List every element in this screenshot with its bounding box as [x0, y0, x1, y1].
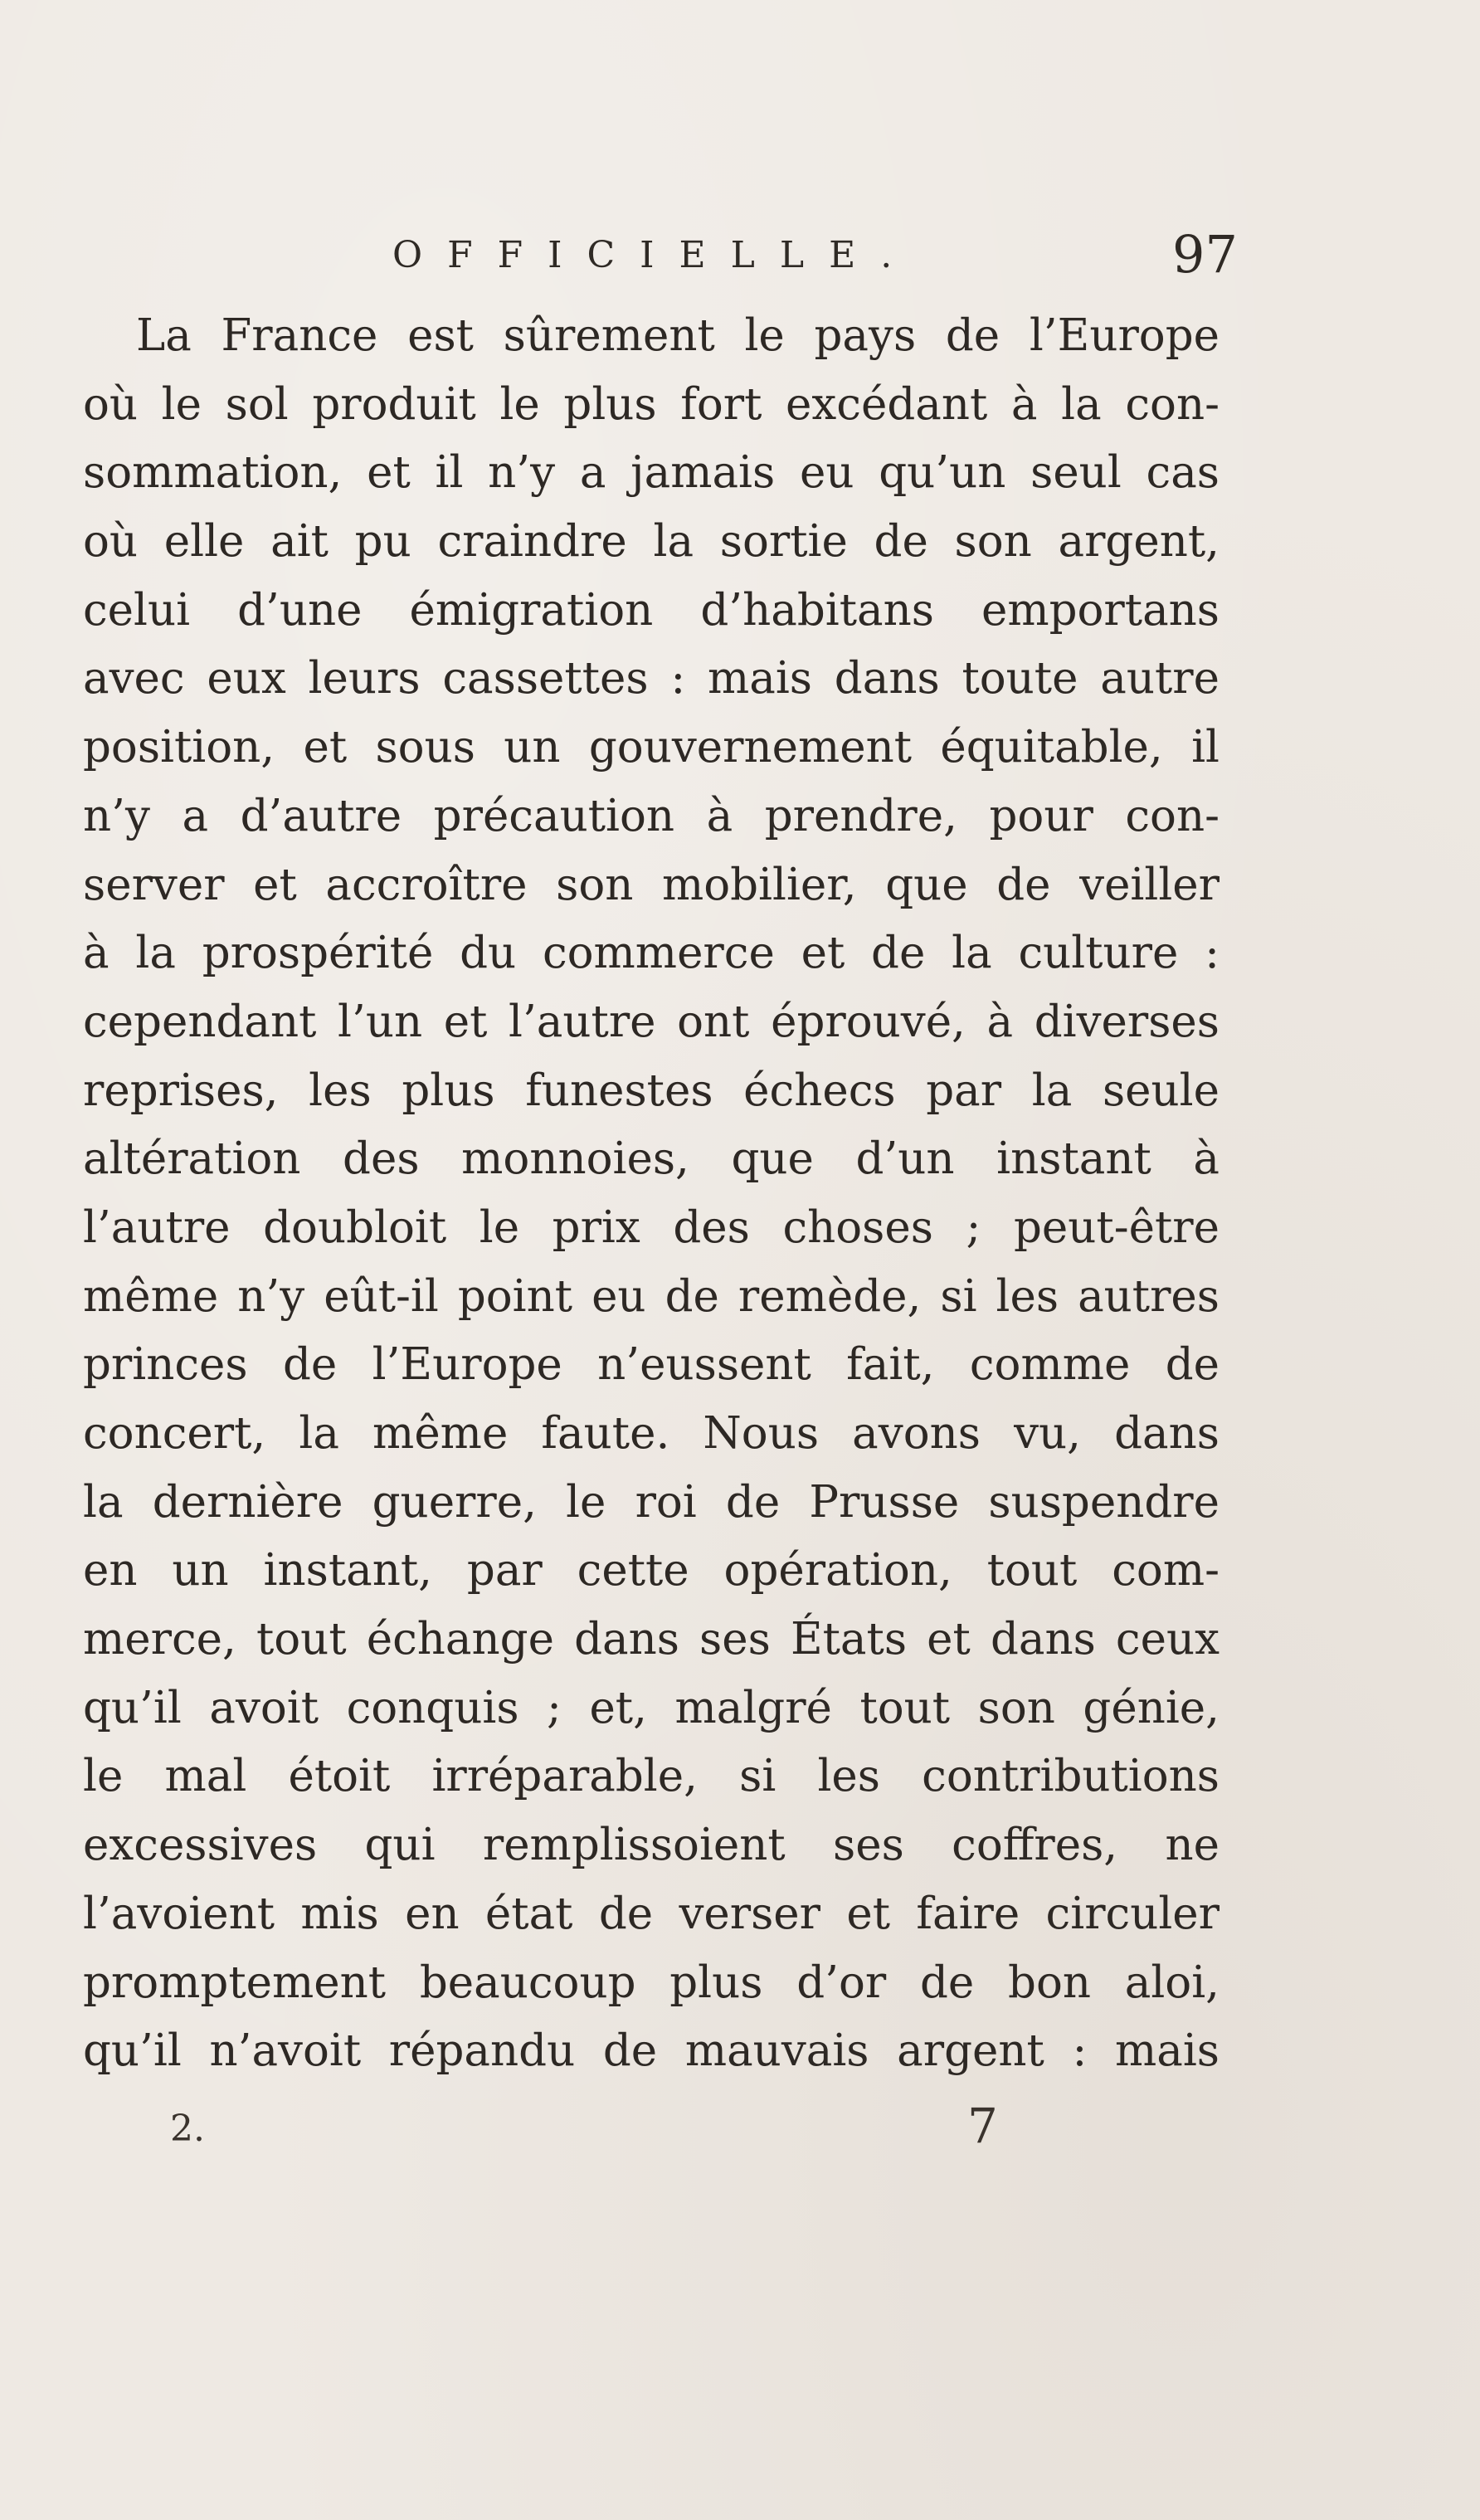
text-line: même n’y eût-il point eu de remède, si les autres: [83, 1270, 1220, 1322]
body-text: [83, 302, 1220, 2086]
text-line: La France est sûrement le pays de l’Europe: [136, 310, 1220, 361]
text-line: qu’il n’avoit répandu de mauvais argent : mais: [83, 2025, 1220, 2077]
text-line: excessives qui remplissoient ses coffres, ne: [83, 1820, 1220, 1871]
text-line: celui d’une émigration d’habitans emportans: [83, 584, 1220, 636]
text-line: server et accroître son mobilier, que de veiller: [83, 859, 1220, 910]
text-line: l’avoient mis en état de verser et faire circuler: [83, 1888, 1220, 1939]
text-line: qu’il avoit conquis ; et, malgré tout son génie,: [83, 1682, 1220, 1733]
text-line: position, et sous un gouvernement équitable, il: [83, 722, 1220, 773]
text-line: cependant l’un et l’autre ont éprouvé, à diverses: [83, 996, 1220, 1047]
text-line: la dernière guerre, le roi de Prusse suspendre: [83, 1476, 1220, 1528]
page-number: 97: [1172, 224, 1238, 285]
text-line: sommation, et il n’y a jamais eu qu’un seul cas: [83, 447, 1220, 499]
text-line: à la prospérité du commerce et de la culture :: [83, 928, 1220, 979]
text-line: princes de l’Europe n’eussent fait, comme de: [83, 1339, 1220, 1391]
text-line: promptement beaucoup plus d’or de bon aloi,: [83, 1957, 1220, 2008]
text-line: le mal étoit irréparable, si les contributions: [83, 1751, 1220, 1802]
text-line: l’autre doubloit le prix des choses ; peut-être: [83, 1202, 1220, 1253]
signature-mark: 2.: [170, 2108, 205, 2150]
text-line: où elle ait pu craindre la sortie de son argent,: [83, 516, 1220, 568]
text-line: où le sol produit le plus fort excédant à la con-: [83, 378, 1220, 430]
text-line: avec eux leurs cassettes : mais dans toute autre: [83, 653, 1220, 704]
running-title: OFFICIELLE.: [392, 234, 918, 276]
text-line: concert, la même faute. Nous avons vu, dans: [83, 1408, 1220, 1459]
text-line: altération des monnoies, que d’un instant à: [83, 1133, 1220, 1185]
text-line: reprises, les plus funestes échecs par la seule: [83, 1065, 1220, 1116]
gathering-number: 7: [967, 2098, 998, 2154]
text-line: n’y a d’autre précaution à prendre, pour con-: [83, 790, 1220, 841]
text-line: merce, tout échange dans ses États et dans ceux: [83, 1614, 1220, 1665]
text-line: en un instant, par cette opération, tout com-: [83, 1545, 1220, 1596]
